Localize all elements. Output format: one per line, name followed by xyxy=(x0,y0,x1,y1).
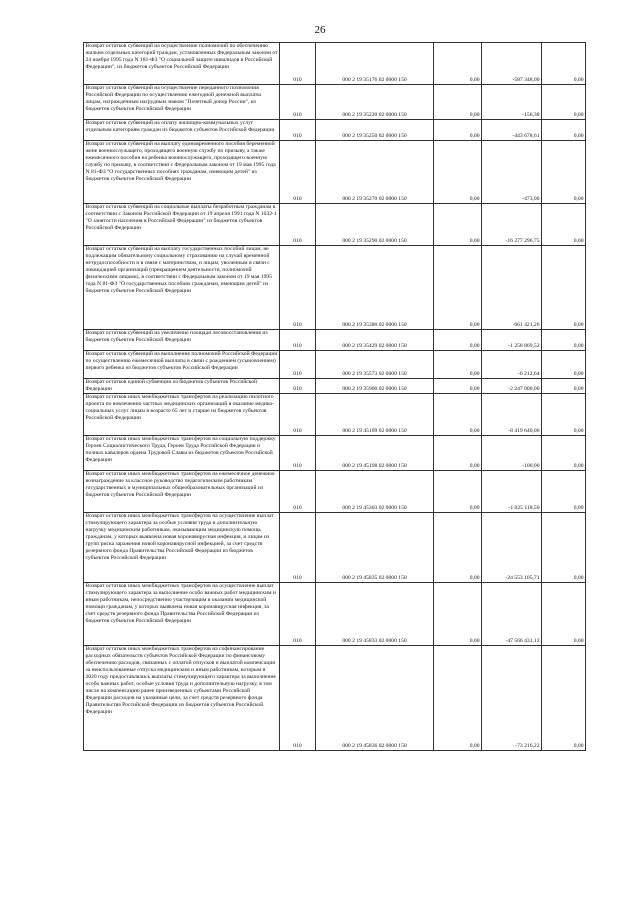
table-row xyxy=(84,204,586,246)
row-executed-cell: -16 277 296,75 xyxy=(482,204,542,246)
table-row xyxy=(84,436,586,471)
page-number: 26 xyxy=(314,24,326,36)
row-approved-cell: 0,00 xyxy=(434,330,482,351)
row-kbk-cell: 000 2 19 35270 02 0000 150 xyxy=(316,141,434,204)
row-approved-cell: 0,00 xyxy=(434,246,482,330)
table-row xyxy=(84,141,586,204)
table-row xyxy=(84,43,586,85)
table-row xyxy=(84,379,586,394)
row-name-cell: Возврат остатков иных межбюджетных трансфертов на осуществление выплат стимулирующего характера за выполнение особо важных работ медицинским и иным работникам, непосредственно участвующим в оказании медицинской помощи гражданам, у которых выявлена новая коронавирусная инфекция, за счет средств резервного фонда Правительства Российской Федерации из бюджетов субъектов Российской Федерации xyxy=(84,583,280,646)
row-code-cell: 010 xyxy=(280,330,316,351)
row-unexecuted-cell: 0,00 xyxy=(542,351,586,379)
row-name-cell: Возврат остатков субвенций на увеличение площади лесовосстановления из бюджетов субъектов Российской Федерации xyxy=(84,330,280,351)
row-unexecuted-cell: 0,00 xyxy=(542,141,586,204)
row-kbk-cell: 000 2 19 45109 02 0000 150 xyxy=(316,394,434,436)
row-kbk-cell: 000 2 19 35429 02 0000 150 xyxy=(316,330,434,351)
row-kbk-cell: 000 2 19 35220 02 0000 150 xyxy=(316,85,434,120)
row-approved-cell: 0,00 xyxy=(434,646,482,751)
row-executed-cell: -661 421,26 xyxy=(482,246,542,330)
row-approved-cell: 0,00 xyxy=(434,141,482,204)
row-name-cell: Возврат остатков иных межбюджетных трансфертов на осуществление выплат стимулирующего характера за особые условия труда и дополнительную нагрузку медицинским работникам, оказывающим медицинскую помощь гражданам, у которых выявлена новая коронавирусная инфекция, и лицам из групп риска заражения новой коронавирусной инфекцией, за счет средств резервного фонда Правительства Российской Федерации из бюджетов субъектов Российской Федерации xyxy=(84,513,280,583)
row-approved-cell: 0,00 xyxy=(434,471,482,513)
table-row xyxy=(84,513,586,583)
row-unexecuted-cell: 0,00 xyxy=(542,120,586,141)
row-kbk-cell: 000 2 19 45836 02 0000 150 xyxy=(316,646,434,751)
row-name-cell: Возврат остатков субвенций на социальные выплаты безработным гражданам в соответствии с Законом Российской Федерации от 19 апреля 1991 года N 1032-1 "О занятости населения в Российской Федерации" из бюджетов субъектов Российской Федерации xyxy=(84,204,280,246)
row-code-cell: 010 xyxy=(280,204,316,246)
row-name-cell: Возврат остатков субвенций на осуществление полномочий по обеспечению жильем отдельных категорий граждан, установленных Федеральным законом от 24 ноября 1995 года N 181-ФЗ "О социальной защите инвалидов в Российской Федерации", из бюджетов субъектов Российской Федерации xyxy=(84,43,280,85)
row-kbk-cell: 000 2 19 35250 02 0000 150 xyxy=(316,120,434,141)
row-code-cell: 010 xyxy=(280,141,316,204)
row-kbk-cell: 000 2 19 35176 02 0000 150 xyxy=(316,43,434,85)
table-row xyxy=(84,646,586,751)
row-code-cell: 010 xyxy=(280,351,316,379)
row-name-cell: Возврат остатков иных межбюджетных трансфертов на ежемесячное денежное вознаграждение за классное руководство педагогическим работникам государственных и муниципальных общеобразовательных организаций из бюджетов субъектов Российской Федерации xyxy=(84,471,280,513)
row-name-cell: Возврат остатков субвенций на выплату единовременного пособия беременной жене военнослужащего, проходящего военную службу по призыву, а также ежемесячного пособия на ребенка военнослужащего, проходящего военную службу по призыву, в соответствии с Федеральным законом от 19 мая 1995 года N 81-ФЗ "О государственных пособиях гражданам, имеющим детей" из бюджетов субъектов Российской Федерации xyxy=(84,141,280,204)
row-kbk-cell: 000 2 19 45835 02 0000 150 xyxy=(316,513,434,583)
row-executed-cell: -587 348,00 xyxy=(482,43,542,85)
row-unexecuted-cell: 0,00 xyxy=(542,246,586,330)
row-unexecuted-cell: 0,00 xyxy=(542,379,586,394)
row-code-cell: 010 xyxy=(280,246,316,330)
row-code-cell: 010 xyxy=(280,43,316,85)
row-kbk-cell: 000 2 19 35573 02 0000 150 xyxy=(316,351,434,379)
table-row xyxy=(84,330,586,351)
budget-table xyxy=(83,42,586,751)
row-unexecuted-cell: 0,00 xyxy=(542,43,586,85)
row-unexecuted-cell: 0,00 xyxy=(542,513,586,583)
row-code-cell: 010 xyxy=(280,513,316,583)
row-code-cell: 010 xyxy=(280,379,316,394)
row-name-cell: Возврат остатков субвенций на осуществление переданного полномочия Российской Федерации по осуществлению ежегодной денежной выплаты лицам, награжденным нагрудным знаком "Почетный донор России", из бюджетов субъектов Российской Федерации xyxy=(84,85,280,120)
row-approved-cell: 0,00 xyxy=(434,120,482,141)
row-unexecuted-cell: 0,00 xyxy=(542,646,586,751)
row-approved-cell: 0,00 xyxy=(434,394,482,436)
row-executed-cell: -6 212,64 xyxy=(482,351,542,379)
row-code-cell: 010 xyxy=(280,85,316,120)
row-executed-cell: -47 566 431,12 xyxy=(482,583,542,646)
row-approved-cell: 0,00 xyxy=(434,513,482,583)
row-name-cell: Возврат остатков иных межбюджетных трансфертов на софинансирование расходных обязательств субъектов Российской Федерации по финансовому обеспечению расходов, связанных с оплатой отпусков и выплатой компенсации за неиспользованные отпуска медицинским и иным работникам, которым в 2020 году предоставлялись выплаты стимулирующего характера за выполнение особо важных работ, особые условия труда и дополнительную нагрузку, в том числе на компенсацию ранее произведенных субъектами Российской Федерации расходов на указанные цели, за счет средств резервного фонда Правительства Российской Федерации из бюджетов субъектов Российской Федерации xyxy=(84,646,280,751)
row-code-cell: 010 xyxy=(280,471,316,513)
row-kbk-cell: 000 2 19 45198 02 0000 150 xyxy=(316,436,434,471)
row-executed-cell: -73 216,22 xyxy=(482,646,542,751)
row-unexecuted-cell: 0,00 xyxy=(542,583,586,646)
row-kbk-cell: 000 2 19 35380 02 0000 150 xyxy=(316,246,434,330)
row-kbk-cell: 000 2 19 35290 02 0000 150 xyxy=(316,204,434,246)
row-approved-cell: 0,00 xyxy=(434,85,482,120)
row-executed-cell: -1 025 118,50 xyxy=(482,471,542,513)
table-row xyxy=(84,471,586,513)
row-approved-cell: 0,00 xyxy=(434,583,482,646)
row-name-cell: Возврат остатков иных межбюджетных трансфертов на социальную поддержку Героев Социалистического Труда, Героев Труда Российской Федерации и полных кавалеров ордена Трудовой Славы из бюджетов субъектов Российской Федерации xyxy=(84,436,280,471)
row-executed-cell: -473,00 xyxy=(482,141,542,204)
row-executed-cell: -156,38 xyxy=(482,85,542,120)
row-name-cell: Возврат остатков субвенций на оплату жилищно-коммунальных услуг отдельным категориям граждан из бюджетов субъектов Российской Федерации xyxy=(84,120,280,141)
row-code-cell: 010 xyxy=(280,583,316,646)
row-code-cell: 010 xyxy=(280,120,316,141)
table-row xyxy=(84,583,586,646)
row-approved-cell: 0,00 xyxy=(434,204,482,246)
row-executed-cell: -443 678,61 xyxy=(482,120,542,141)
table-row xyxy=(84,120,586,141)
row-unexecuted-cell: 0,00 xyxy=(542,330,586,351)
row-executed-cell: -2 247 000,00 xyxy=(482,379,542,394)
row-executed-cell: -8 419 640,06 xyxy=(482,394,542,436)
row-unexecuted-cell: 0,00 xyxy=(542,471,586,513)
row-kbk-cell: 000 2 19 35900 02 0000 150 xyxy=(316,379,434,394)
row-name-cell: Возврат остатков субвенций на выплату государственных пособий лицам, не подлежащим обязательному социальному страхованию на случай временной нетрудоспособности и в связи с материнством, и лицам, уволенным в связи с ликвидацией организаций (прекращением деятельности, полномочий физическими лицами), в соответствии с Федеральным законом от 19 мая 1995 года N 81-ФЗ "О государственных пособиях гражданам, имеющим детей" из бюджетов субъектов Российской Федерации xyxy=(84,246,280,330)
row-code-cell: 010 xyxy=(280,436,316,471)
row-kbk-cell: 000 2 19 45833 02 0000 150 xyxy=(316,583,434,646)
table-row xyxy=(84,85,586,120)
row-unexecuted-cell: 0,00 xyxy=(542,436,586,471)
row-approved-cell: 0,00 xyxy=(434,379,482,394)
row-executed-cell: -1 258 869,52 xyxy=(482,330,542,351)
table-row xyxy=(84,394,586,436)
row-approved-cell: 0,00 xyxy=(434,436,482,471)
table-row xyxy=(84,246,586,330)
row-code-cell: 010 xyxy=(280,394,316,436)
row-name-cell: Возврат остатков иных межбюджетных трансфертов на реализацию пилотного проекта по вовлечению частных медицинских организаций в оказание медико-социальных услуг лицам в возрасте 65 лет и старше из бюджетов субъектов Российской Федерации xyxy=(84,394,280,436)
row-name-cell: Возврат остатков единой субвенции из бюджетов субъектов Российской Федерации xyxy=(84,379,280,394)
row-unexecuted-cell: 0,00 xyxy=(542,394,586,436)
row-name-cell: Возврат остатков субвенций на выполнение полномочий Российской Федерации по осуществлению ежемесячной выплаты в связи с рождением (усыновлением) первого ребенка из бюджетов субъектов Российской Федерации xyxy=(84,351,280,379)
row-executed-cell: -24 553 105,71 xyxy=(482,513,542,583)
row-unexecuted-cell: 0,00 xyxy=(542,204,586,246)
table-row xyxy=(84,351,586,379)
row-unexecuted-cell: 0,00 xyxy=(542,85,586,120)
row-kbk-cell: 000 2 19 45303 02 0000 150 xyxy=(316,471,434,513)
row-approved-cell: 0,00 xyxy=(434,43,482,85)
row-code-cell: 010 xyxy=(280,646,316,751)
row-executed-cell: -100,00 xyxy=(482,436,542,471)
row-approved-cell: 0,00 xyxy=(434,351,482,379)
